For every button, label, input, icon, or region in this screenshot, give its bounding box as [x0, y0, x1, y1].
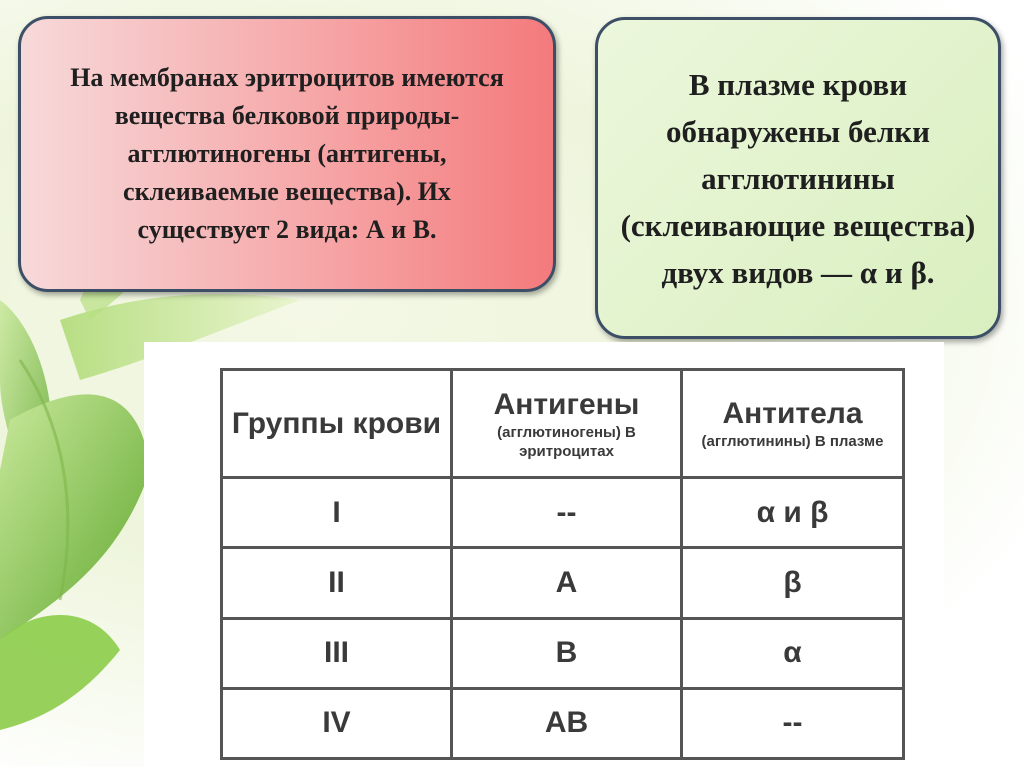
cell-group: III: [222, 618, 452, 688]
blood-groups-table: [220, 368, 905, 760]
header-subtitle: (агглютинины) В плазме: [701, 433, 884, 450]
cell-antigens: AB: [452, 688, 682, 758]
table-header-row: [222, 370, 904, 478]
blood-groups-panel: [144, 342, 944, 767]
agglutinins-text: В плазме крови обнаружены белки агглютинины (склеивающие вещества) двух видов — α и β.: [620, 66, 976, 290]
agglutinins-info-box: [595, 17, 1001, 339]
cell-antigens: --: [452, 478, 682, 548]
header-title: Антигены: [493, 387, 640, 421]
cell-antibodies: β: [682, 548, 904, 618]
cell-group: I: [222, 478, 452, 548]
cell-group: IV: [222, 688, 452, 758]
agglutinogens-info-box: [18, 16, 556, 292]
agglutinogens-text: На мембранах эритроцитов имеются вещества белковой природы- агглютиногены (антигены, склеиваемые вещества). Их существует 2 вида: А и В.: [70, 63, 504, 244]
header-subtitle: (агглютиногены) В эритроцитах: [497, 423, 636, 460]
cell-antibodies: α и β: [682, 478, 904, 548]
cell-antibodies: --: [682, 688, 904, 758]
leaf-shape: [0, 394, 150, 640]
table-row: [222, 478, 904, 548]
table-row: [222, 618, 904, 688]
cell-antibodies: α: [682, 618, 904, 688]
header-antibodies: [682, 370, 904, 478]
cell-antigens: A: [452, 548, 682, 618]
table-row: [222, 548, 904, 618]
header-title: Антитела: [722, 397, 863, 430]
table-row: [222, 688, 904, 758]
cell-antigens: B: [452, 618, 682, 688]
header-blood-groups: [222, 370, 452, 478]
cell-group: II: [222, 548, 452, 618]
leaf-shape: [0, 615, 120, 730]
header-antigens: [452, 370, 682, 478]
header-title: Группы крови: [231, 406, 442, 440]
